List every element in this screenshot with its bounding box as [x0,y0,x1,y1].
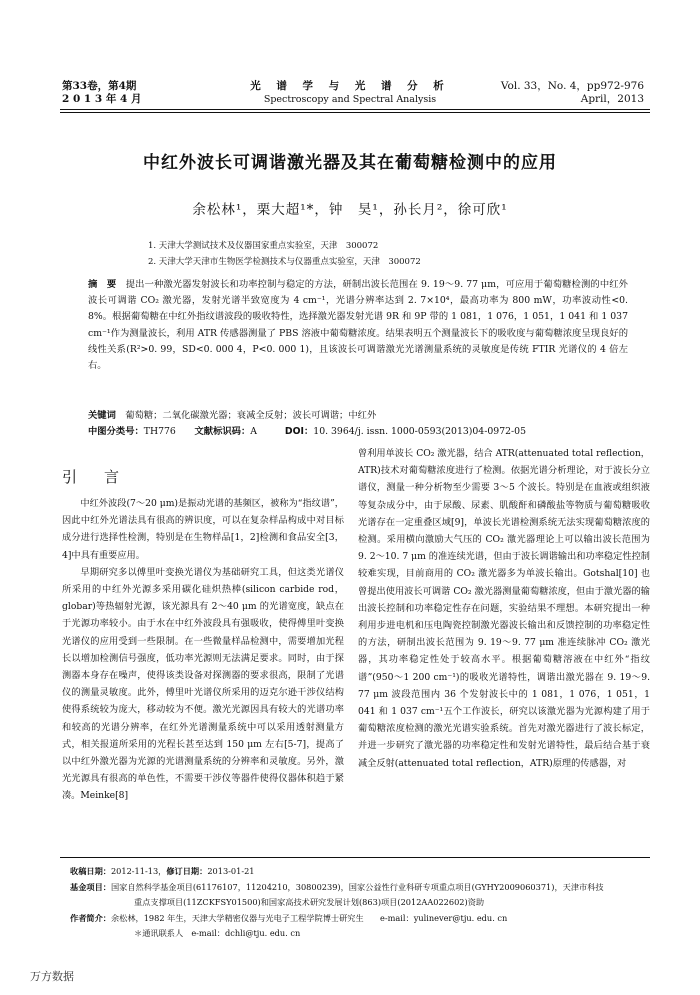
keywords-text: 葡萄糖；二氧化碳激光器；衰减全反射；波长可调谐；中红外 [125,410,377,421]
clc-label: 中图分类号： [88,426,144,437]
corresponding-author: ＊通讯联系人 e-mail：dchli@tju. edu. cn [134,928,301,938]
header-date-cn: 2 0 1 3 年 4 月 [62,93,142,105]
abstract-text: 提出一种激光器发射波长和功率控制与稳定的方法，研制出波长范围在 9. 19～9. 77 μm，可应用于葡萄糖检测的中红外波长可调谐 CO₂ 激光器，发射光谱半致宽度为 4 cm⁻¹，光谱分辨率达到 2. 7×10⁴，最高功率为 800 mW，功率波动性<0. 8%。根据葡萄糖在中红外指纹谱波段的吸收特性，选择激光器发射光谱 9R 和 9P 带的 1 081，1 076，1 051，1 041 和 1 037 cm⁻¹作为测量波长，利用 ATR 传感器测量了 PBS 溶液中葡萄糖浓度。结果表明五个测量波长下的吸收度与葡萄糖浓度呈现良好的线性关系(R²>0. 99，SD<0. 000 4，P<0. 000 1)，且该波长可调谐激光光谱测量系统的灵敏度是传统 FTIR 光谱仪的 4 倍左右。 [88,279,628,372]
header-date-en: April，2013 [580,93,644,105]
watermark: 万方数据 [30,970,74,983]
clc-value: TH776 [143,426,176,437]
revised-date: 2013-01-21 [207,866,255,876]
authors: 余松林¹，栗大超¹*，钟 昊¹，孙长月²，徐可欣¹ [192,202,508,218]
footnotes [70,864,650,942]
fund-label: 基金项目： [70,881,111,892]
footnote-fund [70,880,650,896]
paper-title: 中红外波长可调谐激光器及其在葡萄糖检测中的应用 [143,153,557,173]
journal-name-en: Spectroscopy and Spectral Analysis [263,94,437,105]
classification-line [88,424,628,440]
footnote-rule [60,857,650,858]
affiliation-2: 2. 天津大学天津市生物医学检测技术与仪器重点实验室，天津 300072 [148,257,421,267]
section-title-introduction: 引 言 [62,468,126,486]
received-label: 收稿日期： [70,866,111,876]
keywords-label: 关键词 [88,410,116,421]
doc-code-label: 文献标识码： [194,426,251,437]
affiliation-1: 1. 天津大学测试技术及仪器国家重点实验室，天津 300072 [148,241,379,251]
author-label: 作者简介： [70,912,111,923]
affiliations [148,238,421,270]
paragraph: 曾利用单波长 CO₂ 激光器，结合 ATR(attenuated total reflection，ATR)技术对葡萄糖浓度进行了检测。依据光谱分析理论，对于波长分立谱仪，测量一种分析物至少需要 3～5 个波长。特别是在血液或组织液等复杂成分中，由于尿酸、尿素、肌酸酐和磷酸盐等物质与葡萄糖吸收光谱存在一定重叠区域[9]，单波长光谱检测系统无法实现葡萄糖浓度的检测。采用横向激励大气压的 CO₂ 激光器理论上可以输出波长范围为 9. 2～10. 7 μm 的准连续光谱，但由于波长调谐输出和功率稳定性控制较难实现，目前商用的 CO₂ 激光器多为单波长输出。Gotshal[10] 也曾提出使用波长可调谐 CO₂ 激光器测量葡萄糖浓度，但由于激光器的输出波长控制和功率稳定性存在问题，实验结果不理想。本研究提出一种利用步进电机和压电陶瓷控制激光器波长输出和反馈控制的功率稳定性的方法，研制出波长范围为 9. 19～9. 77 μm 准连续脉冲 CO₂ 激光器，其功率稳定性处于较高水平。根据葡萄糖溶液在中红外“指纹谱”(950～1 200 cm⁻¹)的吸收光谱特性，调谐出激光器在 9. 19～9. 77 μm 波段范围内 36 个发射波长中的 1 081，1 076，1 051，1 041 和 1 037 cm⁻¹五个工作波长，研究以该激光器为光源构建了用于葡萄糖浓度检测的激光光谱实验系统。首先对激光器进行了波长标定，并进一步研究了激光器的功率稳定性和发射光谱特性，最后结合基于衰减全反射(attenuated total reflection，ATR)原理的传感器，对 [358,448,650,769]
doi-label: DOI： [284,426,314,437]
header-volume-cn: 第33卷，第4期 [62,80,137,92]
paragraph: 中红外波段(7～20 μm)是振动光谱的基频区，被称为“指纹谱”，因此中红外光谱法具有很高的辨识度，可以在复杂样品构成中对目标成分进行选择性检测，特别是在生物样品[1，2]检测和食品安全[3，4]中具有重要应用。 [62,498,344,561]
doi-value: 10. 3964/j. issn. 1000-0593(2013)04-0972-05 [313,426,526,437]
doc-code-value: A [250,426,257,437]
footnote-author [70,911,650,927]
header-volume-en: Vol. 33，No. 4，pp972-976 [500,80,644,92]
received-date: 2012-11-13， [110,866,167,876]
right-column [358,445,650,772]
abstract [88,277,628,374]
keywords-line [88,408,628,424]
fund-text-1: 国家自然科学基金项目(61176107，11204210，30800239)，国家公益性行业科研专项重点项目(GYHY2009060371)，天津市科技 [110,881,604,892]
header-volume-en-block [501,80,644,106]
keywords-block [88,408,628,440]
abstract-label: 摘 要 [88,279,117,290]
header-rule [60,109,650,110]
fund-text-2: 重点支撑项目(11ZCKFSY01500)和国家高技术研究发展计划(863)项目(2012AA022602)资助 [134,897,485,907]
journal-name-cn: 光 谱 学 与 光 谱 分 析 [250,80,450,92]
paragraph: 早期研究多以傅里叶变换光谱仪为基础研究工具，但这类光谱仪所采用的中红外光源多采用碳化硅炽热棒(silicon carbide rod，globar)等热辐射光源，该光源具有 2～40 μm 的光谱宽度，缺点在于光源功率较小。由于水在中红外波段具有强吸收，使得傅里叶变换光谱仪的应用受到一些限制。在一些微量样品检测中，需要增加光程长以增加检测信号强度，低功率光源则无法满足要求。同时，由于探测器本身存在噪声，使得该类设备对探测器的要求很高，限制了光谱仪的测量灵敏度。此外，傅里叶光谱仪所采用的迈克尔逊干涉仪结构使得系统较为庞大，移动较为不便。激光光源因具有较大的光谱功率和较高的光谱分辨率，在红外光谱测量系统中可以采用透射测量方式，相关报道所采用的光程长甚至达到 150 μm 左右[5-7]，提高了以中红外激光器为光源的光谱测量系统的分辨率和灵敏度。另外，激光光源具有很高的单色性，不需要干涉仪等器件使得仪器体积趋于紧凑。Meinke[8] [62,566,344,802]
left-column [62,495,344,805]
author-bio: 余松林，1982 年生，天津大学精密仪器与光电子工程学院博士研究生 e-mail：yulinever@tju. edu. cn [110,912,508,923]
revised-label: 修订日期： [166,866,208,876]
footnote-dates [70,864,650,880]
header-rule-thin [60,112,650,113]
